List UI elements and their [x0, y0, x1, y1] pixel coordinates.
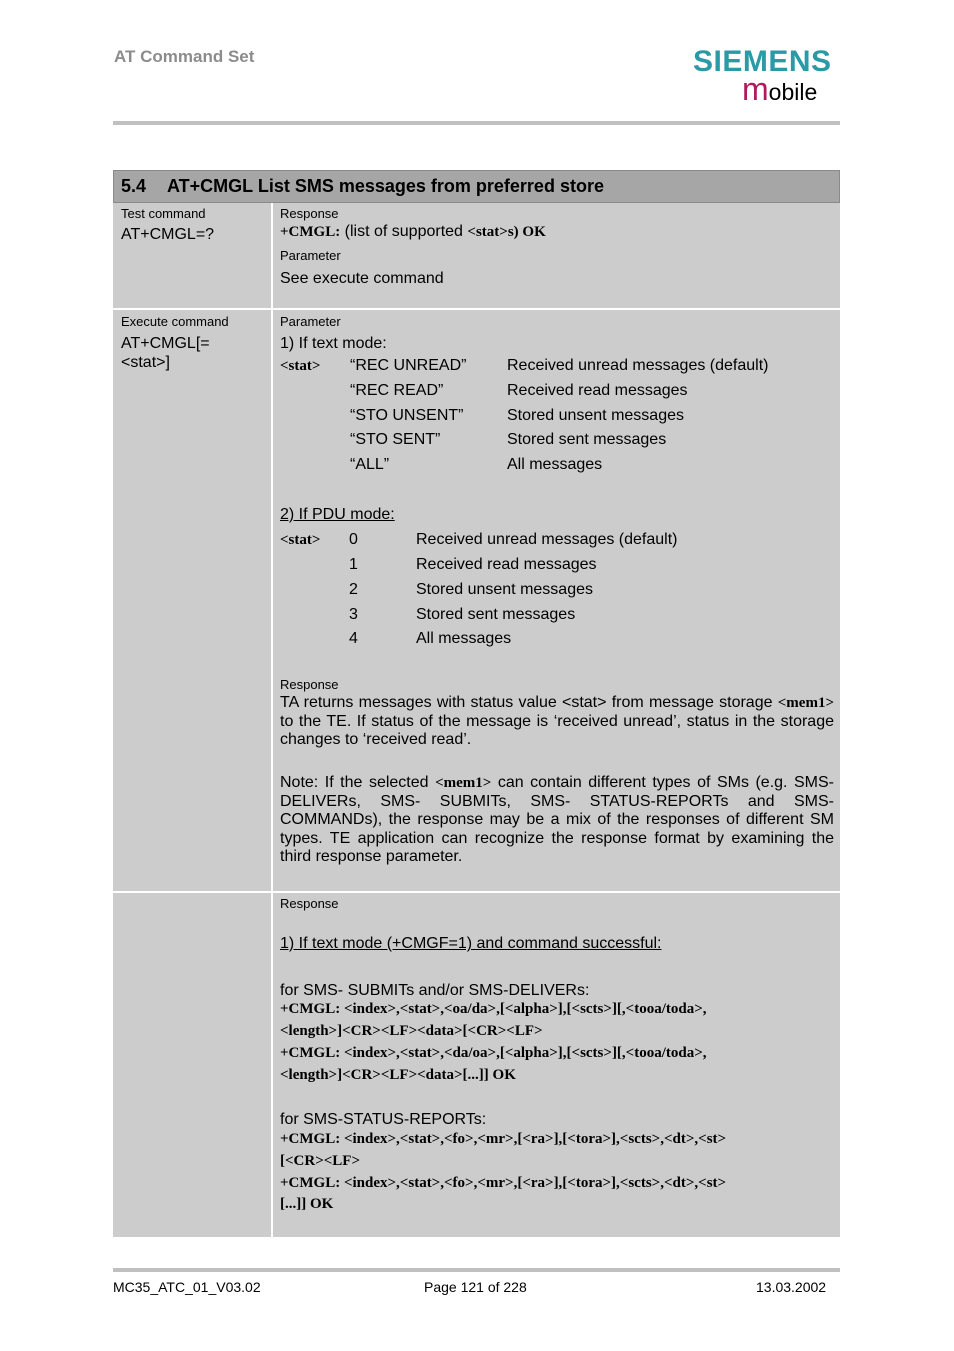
- execute-response-label: Response: [280, 677, 339, 692]
- text-mode-value: “STO UNSENT”: [350, 407, 464, 424]
- execute-command-syntax-line1: AT+CMGL[=: [121, 335, 210, 352]
- text-mode-heading: 1) If text mode:: [280, 335, 387, 352]
- pdu-mode-desc: Received read messages: [416, 556, 597, 573]
- footer-rule: [113, 1268, 840, 1272]
- execute-response-text: TA returns messages with status value <stat> from message storage <mem1> to the TE. If status of the message is ‘received unread’, status in the storage changes to ‘received read’.: [280, 694, 834, 748]
- response-label: Response: [280, 896, 339, 911]
- submit-response-line: +CMGL: <index>,<stat>,<oa/da>,[<alpha>],[<scts>][,<tooa/toda>,: [280, 1001, 707, 1017]
- status-response-line: [<CR><LF>: [280, 1153, 361, 1169]
- pdu-mode-value: 3: [349, 606, 358, 623]
- pdu-mode-value: 2: [349, 581, 358, 598]
- execute-command-syntax-line2: <stat>]: [121, 354, 170, 371]
- row-divider: [113, 891, 840, 893]
- test-response-label: Response: [280, 206, 339, 221]
- stat-parameter-label: <stat>: [280, 358, 321, 374]
- text-mode-success-heading: 1) If text mode (+CMGF=1) and command successful:: [280, 935, 662, 952]
- submit-response-line: +CMGL: <index>,<stat>,<da/oa>,[<alpha>],[<scts>][,<tooa/toda>,: [280, 1045, 707, 1061]
- status-response-line: +CMGL: <index>,<stat>,<fo>,<mr>,[<ra>],[<tora>],<scts>,<dt>,<st>: [280, 1131, 727, 1147]
- test-command-syntax: AT+CMGL=?: [121, 226, 215, 243]
- submit-response-line: <length>]<CR><LF><data>[<CR><LF>: [280, 1023, 543, 1039]
- pdu-mode-desc: All messages: [416, 630, 512, 647]
- execute-command-cell: [113, 310, 271, 891]
- text-mode-desc: Stored unsent messages: [507, 407, 684, 424]
- execute-response-note: Note: If the selected <mem1> can contain different types of SMs (e.g. SMS-DELIVERs, SMS- SUBMITs, SMS- STATUS-REPORTs and SMS-COMMANDs), the response may be a mix of the responses of different SM types. TE application can recognize the response format by examining the third response parameter.: [280, 774, 835, 865]
- footer-page-number: Page 121 of 228: [424, 1279, 527, 1295]
- pdu-mode-desc: Received unread messages (default): [416, 531, 678, 548]
- text-mode-value: “STO SENT”: [350, 431, 441, 448]
- empty-command-cell: [113, 893, 271, 1237]
- test-response-cell: [273, 203, 840, 308]
- execute-parameter-label: Parameter: [280, 314, 341, 329]
- logo-brand-text: SIEMENS: [693, 45, 832, 78]
- row-divider: [113, 308, 840, 310]
- header-rule: [113, 121, 840, 125]
- pdu-mode-desc: Stored unsent messages: [416, 581, 593, 598]
- header-title: AT Command Set: [114, 47, 255, 66]
- text-mode-value: “ALL”: [350, 456, 390, 473]
- text-mode-desc: Stored sent messages: [507, 431, 667, 448]
- section-title: AT+CMGL List SMS messages from preferred store: [167, 176, 604, 196]
- section-heading: [113, 170, 840, 203]
- section-number: 5.4: [121, 176, 147, 196]
- test-parameter-label: Parameter: [280, 248, 341, 263]
- text-mode-desc: Received unread messages (default): [507, 357, 769, 374]
- status-response-line: +CMGL: <index>,<stat>,<fo>,<mr>,[<ra>],[<tora>],<scts>,<dt>,<st>: [280, 1175, 727, 1191]
- pdu-mode-desc: Stored sent messages: [416, 606, 576, 623]
- test-command-label: Test command: [121, 206, 206, 221]
- pdu-mode-value: 4: [349, 630, 358, 647]
- pdu-mode-value: 1: [349, 556, 358, 573]
- status-response-line: [...]] OK: [280, 1196, 334, 1212]
- footer-doc-id: MC35_ATC_01_V03.02: [113, 1279, 261, 1295]
- test-response-syntax: +CMGL: (list of supported <stat>s) OK: [280, 223, 546, 240]
- stat-parameter-label: <stat>: [280, 532, 321, 548]
- text-mode-value: “REC UNREAD”: [350, 357, 467, 374]
- text-mode-desc: Received read messages: [507, 382, 688, 399]
- submit-response-line: <length>]<CR><LF><data>[...]] OK: [280, 1067, 516, 1083]
- pdu-mode-heading: 2) If PDU mode:: [280, 506, 395, 523]
- text-mode-value: “REC READ”: [350, 382, 444, 399]
- text-mode-desc: All messages: [507, 456, 603, 473]
- siemens-mobile-logo: [693, 44, 843, 107]
- column-divider: [271, 203, 273, 1239]
- logo-mobile-text: mobile: [742, 71, 818, 107]
- submit-deliver-heading: for SMS- SUBMITs and/or SMS-DELIVERs:: [280, 982, 590, 999]
- status-report-heading: for SMS-STATUS-REPORTs:: [280, 1111, 487, 1128]
- execute-command-label: Execute command: [121, 314, 229, 329]
- pdu-mode-value: 0: [349, 531, 358, 548]
- footer-date: 13.03.2002: [756, 1279, 827, 1295]
- test-parameter-text: See execute command: [280, 270, 444, 287]
